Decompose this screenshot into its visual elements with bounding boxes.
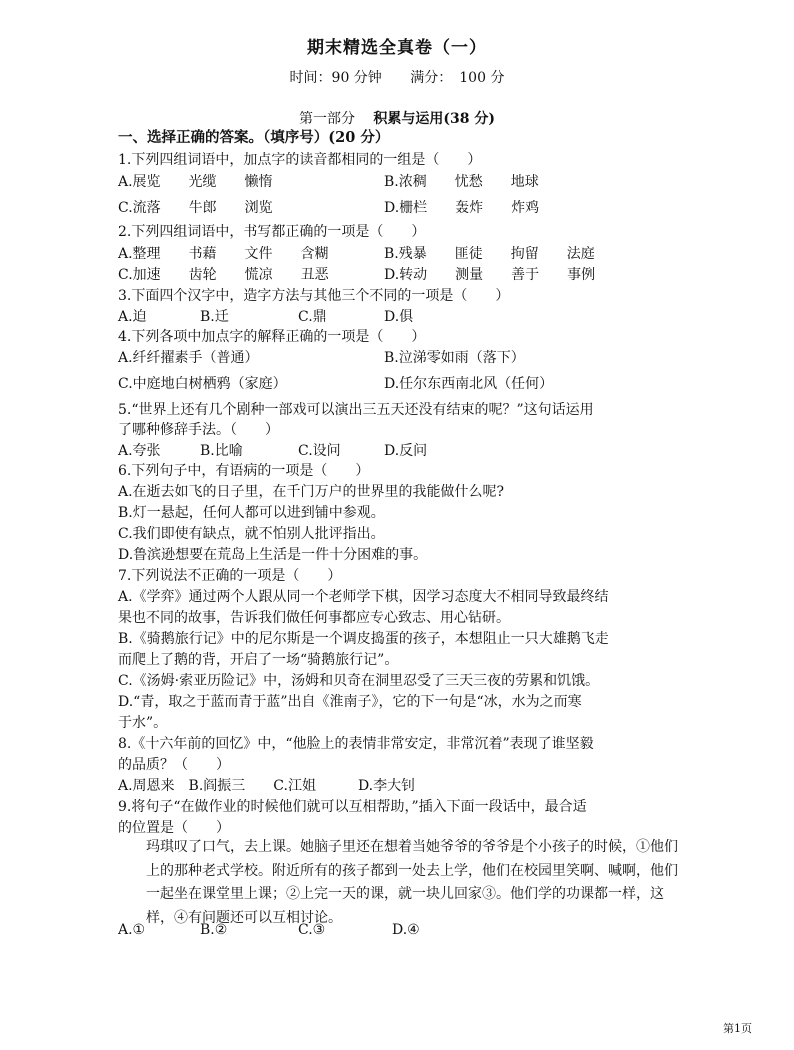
option-d: D.栅栏 轰炸 炸鸡 (384, 200, 540, 216)
option-d: D.俱 (384, 309, 414, 325)
question-stem: 2.下列四组词语中，书写都正确的一项是（ ） (118, 224, 426, 240)
option-d: D.转动 测量 善于 事例 (384, 267, 596, 283)
option-c: C.鼎 (298, 309, 327, 325)
question-stem-cont: 的品质？（ ） (118, 757, 230, 773)
option-b: B.比喻 (200, 443, 243, 459)
option-b: B.残暴 匪徒 拘留 法庭 (384, 246, 595, 262)
option-c: C.设问 (298, 443, 341, 459)
option-c: C.加速 齿轮 慌凉 丑恶 (118, 267, 329, 283)
option-b: B.迁 (200, 309, 229, 325)
page-number: 第1页 (723, 1022, 752, 1035)
question-stem: 7.下列说法不正确的一项是（ ） (118, 568, 342, 584)
option-c: C.③ (298, 922, 326, 938)
option-c: C.我们即使有缺点，就不怕别人批评指出。 (118, 526, 385, 542)
time-label: 时间：90 分钟 (289, 70, 382, 86)
passage-text: 玛琪叹了口气，去上课。她脑子里还在想着当她爷爷的爷爷是个小孩子的时候，①他们上的那种老式学校。附近所有的孩子都到一处去上学，他们在校园里笑啊、喊啊，他们一起坐在课堂里上课；②上完一天的课，就一块儿回家③。他们学的功课都一样，这样，④有问题还可以互相讨论。 (146, 839, 678, 927)
part-title: 积累与运用(38 分) (373, 111, 496, 127)
option-d: D.④ (392, 922, 420, 938)
score-label: 满分： 100 分 (410, 70, 505, 86)
option-a-cont: 果也不同的故事，告诉我们做任何事都应专心致志、用心钻研。 (118, 610, 510, 626)
option-a: A.《学弈》通过两个人跟从同一个老师学下棋，因学习态度大不相同导致最终结 (118, 589, 609, 605)
question-stem: 4.下列各项中加点字的解释正确的一项是（ ） (118, 329, 426, 345)
question-stem: 1.下列四组词语中，加点字的读音都相同的一组是（ ） (118, 152, 482, 168)
option-b: B.② (200, 922, 228, 938)
question-stem: 5.“世界上还有几个剧种一部戏可以演出三五天还没有结束的呢？”这句话运用 (118, 402, 594, 418)
option-c: C.中庭地白树栖鸦（家庭） (118, 376, 287, 392)
section-heading: 一、选择正确的答案。（填序号）(20 分） (118, 129, 390, 146)
option-d: D.鲁滨逊想要在荒岛上生活是一件十分困难的事。 (118, 547, 428, 563)
question-stem: 8.《十六年前的回忆》中，“他脸上的表情非常安定，非常沉着”表现了谁坚毅 (118, 736, 594, 752)
option-d: D.“青，取之于蓝而青于蓝”出自《淮南子》，它的下一句是“冰，水为之而寒 (118, 694, 582, 710)
question-stem: 3.下面四个汉字中，造字方法与其他三个不同的一项是（ ） (118, 288, 510, 304)
option-a: A.迫 (118, 309, 147, 325)
question-stem-cont: 的位置是（ ） (118, 820, 230, 836)
option-c: C.流落 牛郎 浏览 (118, 200, 273, 216)
option-a: A.纤纤擢素手（普通） (118, 350, 259, 366)
option-b: B.《骑鹅旅行记》中的尼尔斯是一个调皮捣蛋的孩子，本想阻止一只大雄鹅飞走 (118, 631, 609, 647)
part-label: 第一部分 (298, 111, 355, 127)
option-a: A.在逝去如飞的日子里，在千门万户的世界里的我能做什么呢? (118, 484, 505, 500)
page-title: 期末精选全真卷（一） (307, 38, 487, 58)
exam-info (0, 67, 794, 87)
options-row: A.周恩来 B.阎振三 C.江姐 D.李大钊 (118, 778, 416, 794)
option-d: D.反问 (384, 443, 428, 459)
option-c: C.《汤姆·索亚历险记》中，汤姆和贝奇在洞里忍受了三天三夜的劳累和饥饿。 (118, 673, 600, 689)
reading-passage (118, 836, 678, 931)
question-stem-cont: 了哪种修辞手法。（ ） (118, 422, 279, 438)
option-a: A.展览 光缆 懒惰 (118, 174, 273, 190)
option-b: B.灯一悬起，任何人都可以进到铺中参观。 (118, 505, 385, 521)
option-b: B.浓稠 忧愁 地球 (384, 174, 539, 190)
option-a: A.夸张 (118, 443, 161, 459)
question-stem: 6.下列句子中，有语病的一项是（ ） (118, 463, 370, 479)
option-d: D.任尔东西南北风（任何） (384, 376, 554, 392)
option-a: A.整理 书藉 文件 含糊 (118, 246, 329, 262)
part-heading (0, 108, 794, 128)
question-stem: 9.将句子“在做作业的时候他们就可以互相帮助，”插入下面一段话中，最合适 (118, 799, 587, 815)
option-a: A.① (118, 922, 146, 938)
option-b: B.泣涕零如雨（落下） (384, 350, 525, 366)
option-d-cont: 于水”。 (118, 715, 168, 731)
option-b-cont: 而爬上了鹅的背，开启了一场“骑鹅旅行记”。 (118, 652, 399, 668)
